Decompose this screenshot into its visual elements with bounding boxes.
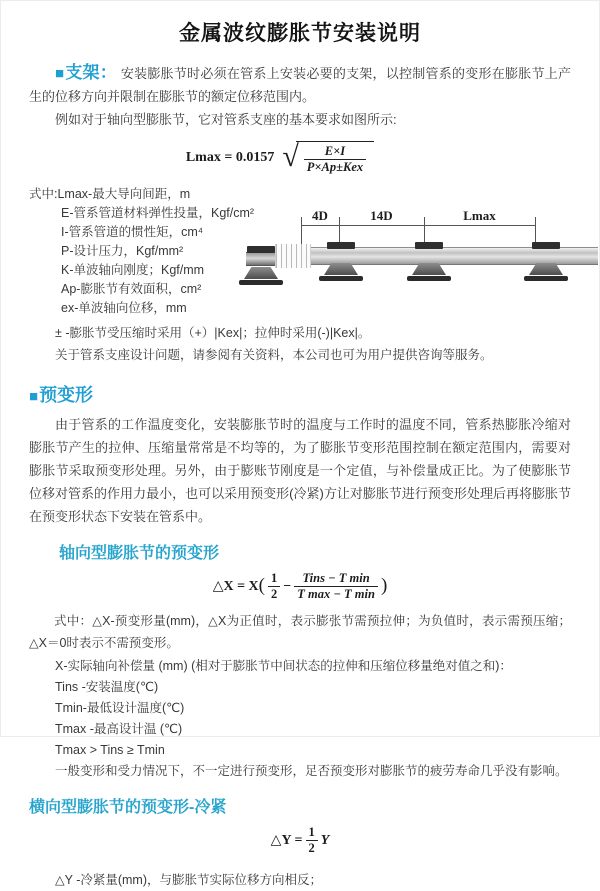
dim-label-14d: 14D <box>370 208 393 223</box>
axial-note-line: 一般变形和受力情况下，不一定进行预变形，足否预变形对膨胀节的疲劳寿命几乎没有影响。 <box>55 764 568 778</box>
predeform-heading-label: 预变形 <box>39 385 94 405</box>
support-note-line: 关于管系支座设计问题，请参阅有关资料，本公司也可为用户提供咨询等服务。 <box>55 348 493 362</box>
section-marker-icon: ■ <box>29 388 39 405</box>
lmax-formula <box>29 141 531 175</box>
section-marker-icon: ■ <box>55 65 65 82</box>
lmax-formula-numerator: E×I <box>304 144 366 160</box>
definition-line: K-单波轴向刚度；Kgf/mm <box>61 263 205 277</box>
axial-definition-line: Tins -安装温度(℃) <box>55 680 159 694</box>
close-paren: ) <box>380 574 388 596</box>
axial-subsection-heading: 轴向型膨胀节的预变形 <box>59 545 220 562</box>
support-intro-text: 安装膨胀节时必须在管系上安装必要的支架，以控制管系的变形在膨胀节上产生的位移方向并限制在膨胀节的额定位移范围内。 <box>29 66 571 104</box>
axial-definitions-list <box>29 656 571 782</box>
page-title: 金属波纹膨胀节安装说明 <box>179 22 421 45</box>
lmax-formula-denominator: P×Ap±Kex <box>306 160 364 174</box>
half-denominator: 2 <box>271 587 278 601</box>
lateral-note-line: △Y -冷紧量(mm)，与膨胀节实际位移方向相反； <box>55 873 323 887</box>
definition-line: ex-单波轴向位移，mm <box>61 301 187 315</box>
dimension-line <box>301 225 536 226</box>
axial-definition-line: Tmax > Tins ≥ Tmin <box>55 743 165 757</box>
predeform-section-heading <box>29 381 571 407</box>
dim-label-4d: 4D <box>312 208 328 223</box>
dim-label-lmax: Lmax <box>463 208 496 223</box>
predeform-body-paragraph: 由于管系的工作温度变化，安装膨胀节时的温度与工作时的温度不同，管系热膨胀冷缩对膨胀节产生的拉伸、压缩量常常是不均等的，为了膨胀节变形范围控制在额定范围内，需要对膨胀节采取预变形处理。另外，由于膨账节刚度是一个定值，与补偿量成正比。为了使膨胀节位移对管系的作用力最小，也可以采用预变形(冷紧)方让对膨胀节进行预变形处理后再将膨胀节在预变形状态下安装在管系中。 <box>29 417 571 524</box>
pipe-support <box>406 242 452 282</box>
lateral-subsection-heading: 横向型膨胀节的预变形-冷紧 <box>29 799 227 816</box>
sqrt-radical <box>282 141 374 175</box>
half-denominator: 2 <box>308 841 315 855</box>
axial-formula-lhs: △X = X <box>212 579 259 594</box>
support-section-heading <box>55 63 117 82</box>
definition-line: P-设计压力，Kgf/mm² <box>61 244 184 258</box>
axial-formula-numerator: Tins − T min <box>294 571 378 587</box>
axial-definition-line: X-实际轴向补偿量 (mm) (相对于膨胀节中间状态的拉伸和压缩位移量绝对值之和)： <box>55 659 512 673</box>
support-heading-label: 支架： <box>65 63 118 82</box>
plusminus-line: ± -膨胀节受压缩时采用（+）|Kex|；拉伸时采用(-)|Kex|。 <box>55 326 371 340</box>
axial-where-paragraph: 式中：△X-预变形量(mm)，△X为正值时，表示膨张节需预拉伸；为负值时，表示需预压缩；△X＝0时表示不需预变形。 <box>29 614 571 650</box>
pipe-support <box>523 242 569 282</box>
lateral-formula-rhs: Y <box>320 832 330 848</box>
pipe-support <box>318 242 364 282</box>
lmax-formula-lhs: Lmax = 0.0157 <box>185 150 275 165</box>
support-example-line: 例如对于轴向型膨胀节，它对管系支座的基本要求如图所示: <box>55 112 397 127</box>
axial-definition-line: Tmin-最低设计温度(℃) <box>55 701 185 715</box>
definitions-block <box>29 185 571 365</box>
axial-formula-denominator: T max − T min <box>297 587 375 601</box>
pipe-support-diagram <box>246 208 598 307</box>
half-numerator: 1 <box>268 571 280 587</box>
pipe-support <box>238 246 284 286</box>
open-paren: ( <box>258 574 265 596</box>
where-line: 式中:Lmax-最大导向间距，m <box>29 187 191 201</box>
axial-definition-line: Tmax -最高设计温 (℃) <box>55 722 183 736</box>
lateral-formula-lhs: △Y = <box>270 833 303 848</box>
support-intro-paragraph <box>29 61 571 108</box>
radical-sign: √ <box>282 140 299 173</box>
definition-line: I-管系管道的惯性矩，cm⁴ <box>61 225 204 239</box>
minus-sign: − <box>283 578 292 594</box>
lateral-formula <box>29 825 571 856</box>
definition-line: Ap-膨胀节有效面积，cm² <box>61 282 202 296</box>
definition-line: E-管系管道材料弹性投量，Kgf/cm² <box>61 206 255 220</box>
half-numerator: 1 <box>306 825 318 841</box>
axial-formula <box>29 571 571 602</box>
